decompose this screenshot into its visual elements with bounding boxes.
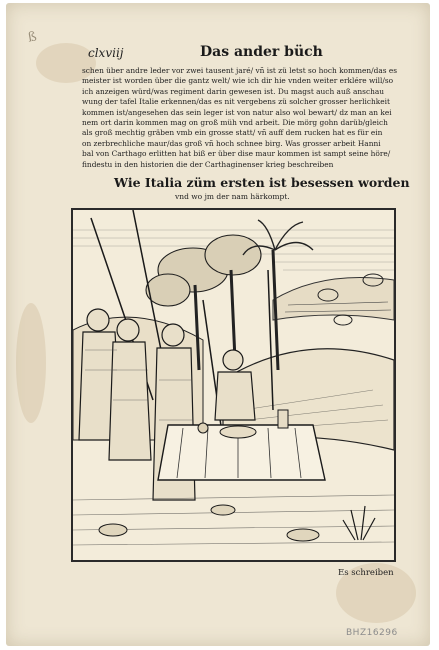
woodcut-illustration [71, 208, 396, 562]
pencil-inventory-note: BHZ16296 [346, 628, 398, 638]
catchword: Es schreiben [338, 568, 394, 578]
margin-note: ß [26, 29, 38, 46]
woodcut-scene [73, 210, 394, 560]
text-line: findestu in den historien die der Carthaginenser krieg beschreiben [82, 159, 334, 169]
section-heading: Wie Italia züm ersten ist besessen worden [114, 175, 410, 190]
text-line: als groß mechtig gräben vmb ein grosse statt/ vñ auff dem rucken hat es für ein [82, 128, 383, 138]
text-line: schen über andre leder vor zwei tausent jaré/ vñ ist zü letst so hoch kommen/das es [82, 66, 398, 75]
text-line: nem ort darin kommen mag on groß müh vnd arbeit. Die mörg gohn darüb/gleich [82, 118, 388, 128]
text-line: ich anzeigen würd/was regiment darin gewesen ist. Du magst auch auß anschau [82, 86, 385, 96]
folio-number: clxviij [88, 46, 124, 60]
running-head: Das ander büch [200, 44, 323, 60]
body-text [82, 66, 408, 170]
text-line: bal von Carthago erlitten hat biß er über dise maur kommen ist sampt seine höre/ [82, 149, 391, 159]
text-line: on zerbrechliche maur/das groß vñ hoch schnee birg. Was grosser arbeit Hanni [82, 138, 381, 148]
section-subheading: vnd wo jm der nam härkompt. [175, 192, 290, 201]
text-line: wung der tafel Italie erkennen/das es nit vergebens zü solcher grosser herlichkeit [82, 97, 390, 107]
text-line: kommen ist/angesehen das sein leger ist von natur also wol bewart/ dz man an kei [82, 107, 392, 117]
text-line: meister ist worden über die gantz welt/ wie ich dir hie vnden weiter erklére will/so [82, 76, 394, 86]
